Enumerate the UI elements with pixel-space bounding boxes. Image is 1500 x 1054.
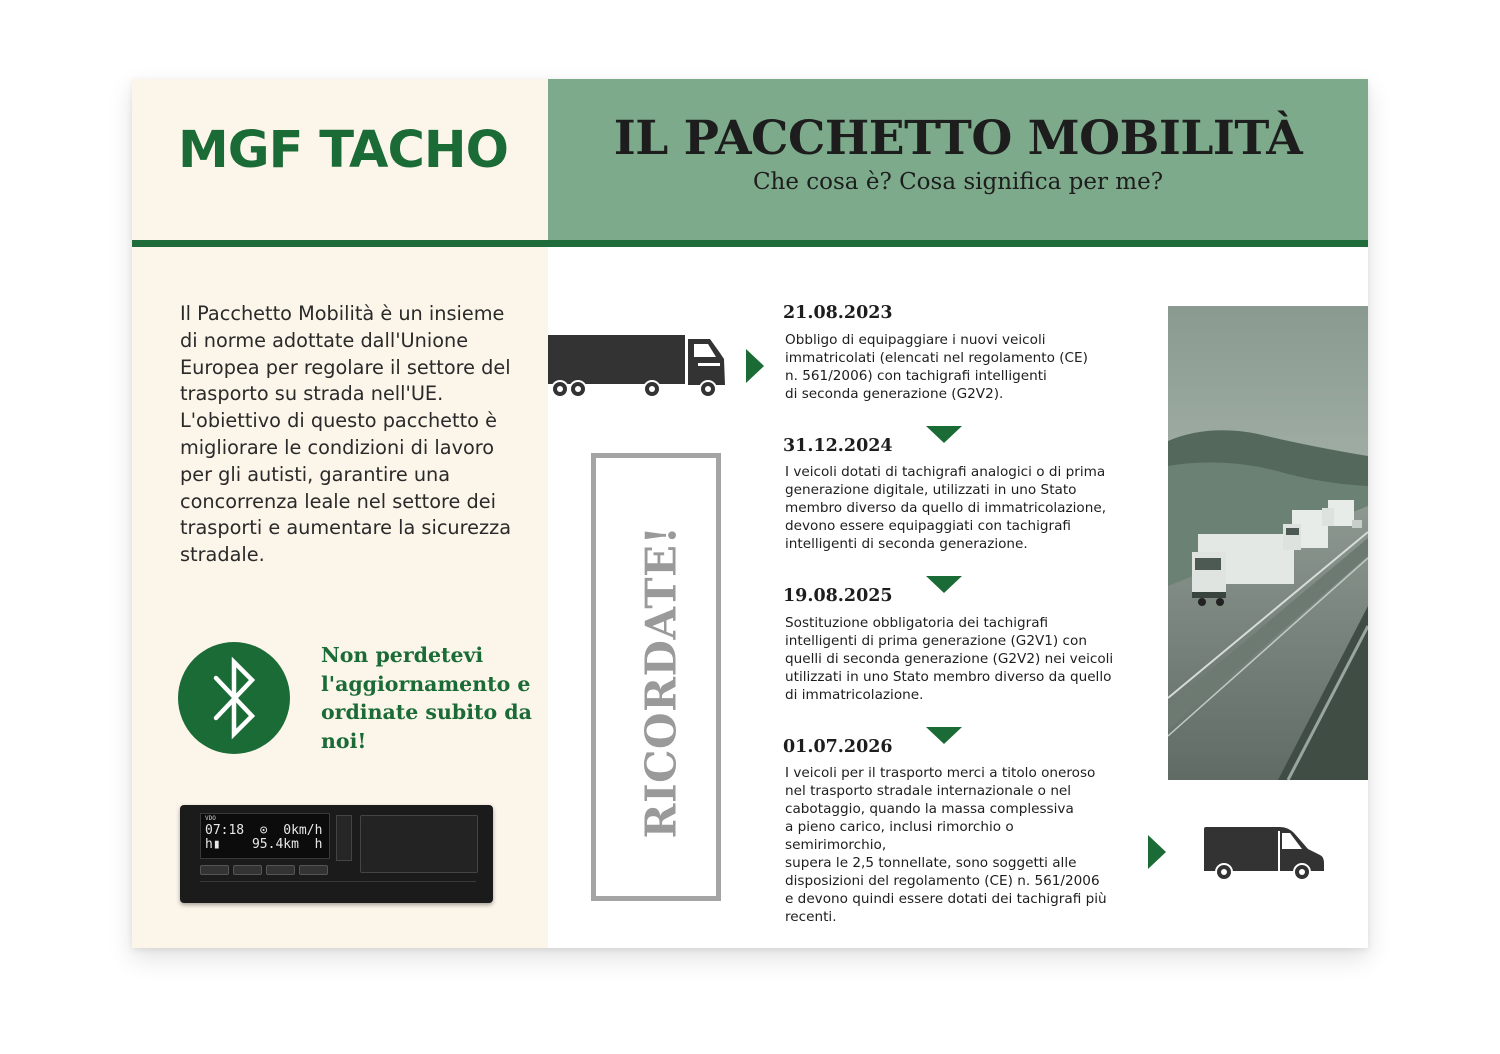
arrow-down-icon	[926, 426, 962, 443]
tachograph-display	[200, 813, 330, 859]
timeline-text-1: Obbligo di equipaggiare i nuovi veicoli immatricolati (elencati nel regolamento (CE) n. 561/2006) con tachigrafi intelligenti di seconda generazione (G2V2).	[785, 332, 1088, 402]
tachograph-device	[180, 805, 493, 903]
timeline-text-4: I veicoli per il trasporto merci a titolo oneroso nel trasporto stradale internazionale o nel cabotaggio, quando la massa complessiva a pieno carico, inclusi rimorchio o semirimorchio, supera le 2,5 tonnellate, sono soggetti alle disposizioni del regolamento (CE) n. 561/2006 e devono quindi essere dotati dei tachigrafi più recenti.	[785, 765, 1107, 925]
van-icon	[1202, 825, 1326, 883]
tachograph-buttons	[200, 865, 328, 875]
tachograph-brand: VDO	[205, 815, 216, 822]
tachograph-readout-line2: h▮ 95.4km h	[205, 837, 323, 852]
arrow-right-icon	[746, 349, 766, 383]
header-divider	[132, 240, 1368, 247]
page-title: IL PACCHETTO MOBILITÀ	[613, 111, 1303, 166]
tachograph-readout-line1: 07:18 ⊙ 0km/h	[205, 823, 323, 838]
timeline-date-2: 31.12.2024	[783, 436, 893, 456]
reminder-box	[591, 453, 721, 901]
tachograph-printer-slot	[360, 815, 478, 873]
timeline-text-2: I veicoli dotati di tachigrafi analogici o di prima generazione digitale, utilizzati in uno Stato membro diverso da quello di immatricolazione, devono essere equipaggiati con tachigrafi intelligenti di seconda generazione.	[785, 464, 1107, 552]
page-subtitle: Che cosa è? Cosa significa per me?	[752, 169, 1164, 195]
tachograph-card-slot-small	[336, 815, 352, 861]
timeline-date-1: 21.08.2023	[783, 303, 893, 323]
bluetooth-icon	[178, 642, 290, 754]
timeline-date-3: 19.08.2025	[783, 586, 893, 606]
truck-icon	[548, 333, 728, 401]
arrow-down-icon	[926, 727, 962, 744]
infographic-card	[132, 79, 1368, 948]
tachograph-card-slot	[200, 881, 476, 892]
intro-paragraph: Il Pacchetto Mobilità è un insieme di norme adottate dall'Unione Europea per regolare il settore del trasporto su strada nell'UE. L'obiettivo di questo pacchetto è migliorare le condizioni di lavoro per gli autisti, garantire una concorrenza leale nel settore dei trasporti e aumentare la sicurezza stradale.	[180, 302, 512, 567]
timeline-text-3: Sostituzione obbligatoria dei tachigrafi intelligenti di prima generazione (G2V1) con quelli di seconda generazione (G2V2) nei veicoli utilizzati in uno Stato membro diverso da quello di immatricolazione.	[785, 615, 1114, 703]
brand-logo: MGF TACHO	[178, 121, 508, 180]
reminder-label: RICORDATE!	[636, 525, 686, 839]
arrow-down-icon	[926, 576, 962, 593]
promo-callout: Non perdetevi l'aggiornamento e ordinate subito da noi!	[321, 643, 532, 753]
timeline-date-4: 01.07.2026	[783, 737, 893, 757]
arrow-right-icon	[1148, 835, 1168, 869]
highway-trucks-photo	[1168, 306, 1368, 780]
